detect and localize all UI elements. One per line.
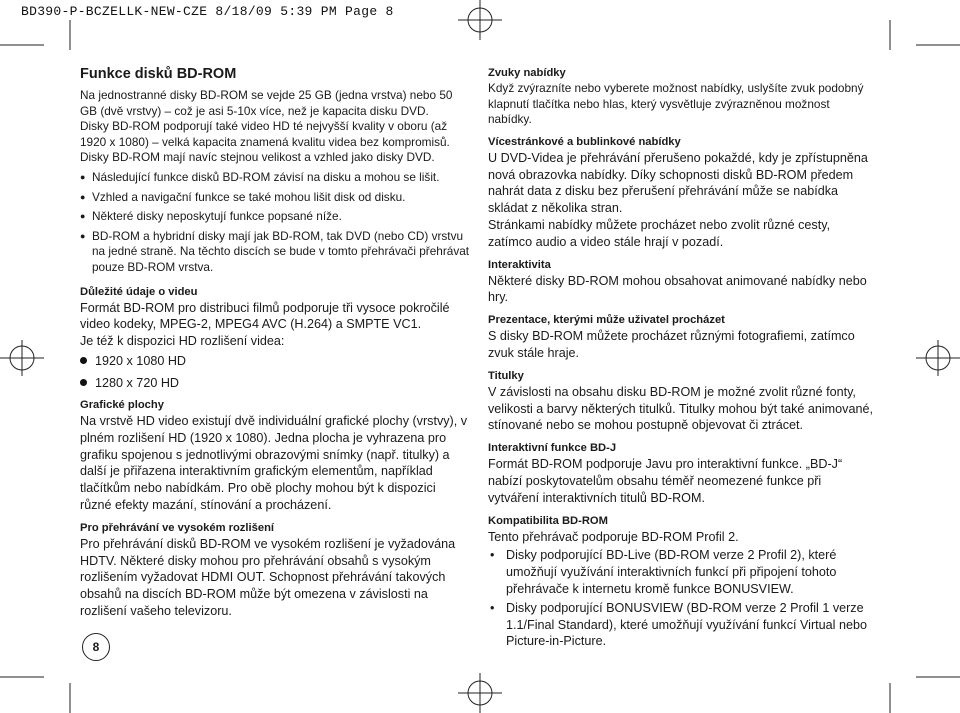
crop-mark-top-right-h	[916, 40, 960, 50]
page-number: 8	[82, 633, 110, 661]
section-text-popup-menus: U DVD-Videa je přehrávání přerušeno pokaždé, kdy je zpřístupněna nová obrazovka nabídky. Díky schopnosti disků BD-ROM předem nahrát data z disku bez přerušení přehrávání může se nabídka skládat z několika stran.	[488, 150, 868, 216]
section-text-interactivity: Některé disky BD-ROM mohou obsahovat animované nabídky nebo hry.	[488, 273, 867, 305]
note-bullet: ● Některé disky neposkytují funkce popsané níže.	[80, 209, 470, 225]
section-heading-popup-menus: Vícestránkové a bublinkové nabídky	[488, 135, 681, 148]
crop-mark-bottom-left-h	[0, 672, 44, 682]
right-column	[488, 66, 873, 652]
registration-mark-top	[452, 0, 508, 40]
section-text-high-definition: Pro přehrávání disků BD-ROM ve vysokém rozlišení je vyžadována HDTV. Některé disky mohou pro přehrávání obsahů s vysokým rozlišením vyžadovat HDMI OUT. Schopnost přehrávání takových obsahů na discích BD-ROM může být omezena v závislosti na rozlišení vašeho televizoru.	[80, 536, 456, 618]
section-heading-subtitles: Titulky	[488, 369, 524, 382]
section-heading-important-video: Důležité údaje o videu	[80, 285, 198, 298]
crop-mark-top-left-h	[0, 40, 44, 50]
note-bullet: ● BD-ROM a hybridní disky mají jak BD-ROM, tak DVD (nebo CD) vrstvu na jedné straně. Na těchto discích se bude v tomto přehrávači přehrávat pouze BD-ROM vrstva.	[80, 229, 470, 276]
registration-mark-bottom	[452, 673, 508, 713]
print-slug: BD390-P-BCZELLK-NEW-CZE 8/18/09 5:39 PM Page 8	[21, 4, 394, 19]
bullet-dot-icon	[80, 357, 87, 364]
list-item: • Disky podporující BD-Live (BD-ROM verze 2 Profil 2), které umožňují využívání interaktivních funkcí při připojení tohoto přehrávače k internetu kromě funkce BONUSVIEW.	[488, 547, 873, 597]
section-heading-high-definition: Pro přehrávání ve vysokém rozlišení	[80, 521, 275, 534]
page-title: Funkce disků BD-ROM	[80, 66, 237, 82]
section-text-popup-menus-2: Stránkami nabídky můžete procházet nebo zvolit různé cesty, zatímco audio a video stále hrají v pozadí.	[488, 217, 831, 249]
section-text-important-video: Formát BD-ROM pro distribuci filmů podporuje tři vysoce pokročilé video kodeky, MPEG-2, MPEG4 AVC (H.264) a SMPTE VC1.	[80, 300, 450, 332]
section-text-subtitles: V závislosti na obsahu disku BD-ROM je možné zvolit různé fonty, velikosti a barvy některých titulků. Titulky mohou být také animované, stínované nebo se mohou postupně objevovat či ztrácet.	[488, 384, 873, 433]
section-heading-slideshows: Prezentace, kterými může uživatel procházet	[488, 314, 725, 327]
section-text-slideshows: S disky BD-ROM můžete procházet různými fotografiemi, zatímco zvuk stále hraje.	[488, 329, 855, 360]
resolution-item: 1280 x 720 HD	[80, 376, 470, 390]
crop-mark-bottom-right-h	[916, 672, 960, 682]
resolution-item: 1920 x 1080 HD	[80, 354, 470, 368]
section-heading-interactivity: Interaktivita	[488, 258, 551, 271]
section-heading-graphic-planes: Grafické plochy	[80, 398, 164, 411]
section-text-graphic-planes: Na vrstvě HD video existují dvě individuální grafické plochy (vrstvy), v plném rozlišení HD (1920 x 1080). Jedna plocha je vyhrazena pro grafiku spojenou s jednotlivými obrazovými snímky (např. titulky) a další je přiřazena interaktivním grafickým elementům, například tlačítkům nebo nabídkám. Pro obě plochy mohou být k dispozici různé efekty mazání, stínování a procházení.	[80, 413, 468, 512]
intro-paragraph: Na jednostranné disky BD-ROM se vejde 25 GB (jedna vrstva) nebo 50 GB (dvě vrstvy) – což je asi 5-10x více, než je kapacita disku DVD. Disky BD-ROM podporují také video HD té nejvyšší kvality v oboru (až 1920 x 1080) – velká kapacita znamená kvalitu videa bez kompromisů. Disky BD-ROM mají navíc stejnou velikost a vzhled jako disky DVD.	[80, 88, 453, 165]
crop-mark-bottom-left	[60, 683, 80, 713]
note-bullet: ● Vzhled a navigační funkce se také mohou lišit disk od disku.	[80, 190, 470, 206]
section-text-menu-sounds: Když zvýrazníte nebo vyberete možnost nabídky, uslyšíte zvuk podobný klapnutí tlačítka nebo hlas, který vysvětluje zvýrazněnou možnost nabídky.	[488, 81, 864, 127]
section-heading-compatibility: Kompatibilita BD-ROM	[488, 514, 608, 527]
crop-mark-top-right	[880, 20, 900, 50]
section-text-bdj: Formát BD-ROM podporuje Javu pro interaktivní funkce. „BD-J“ nabízí poskytovatelům obsahu téměř neomezené funkce při vytváření interaktivních titulů BD-ROM.	[488, 457, 843, 505]
registration-mark-left	[0, 336, 44, 380]
section-heading-menu-sounds: Zvuky nabídky	[488, 67, 566, 79]
list-item: • Disky podporující BONUSVIEW (BD-ROM verze 2 Profil 1 verze 1.1/Final Standard), které umožňují využívání funkcí Virtual nebo Picture-in-Picture.	[488, 600, 873, 650]
crop-mark-bottom-right	[880, 683, 900, 713]
registration-mark-right	[916, 336, 960, 380]
bullet-dot-icon	[80, 379, 87, 386]
left-column	[80, 66, 470, 620]
compatibility-list	[488, 547, 873, 650]
section-heading-bdj: Interaktivní funkce BD-J	[488, 442, 617, 455]
section-text-compatibility: Tento přehrávač podporuje BD-ROM Profil 2.	[488, 529, 739, 544]
crop-mark-top-left	[60, 20, 80, 50]
hd-availability-text: Je též k dispozici HD rozlišení videa:	[80, 334, 285, 349]
note-bullet: ● Následující funkce disků BD-ROM závisí na disku a mohou se lišit.	[80, 170, 470, 186]
